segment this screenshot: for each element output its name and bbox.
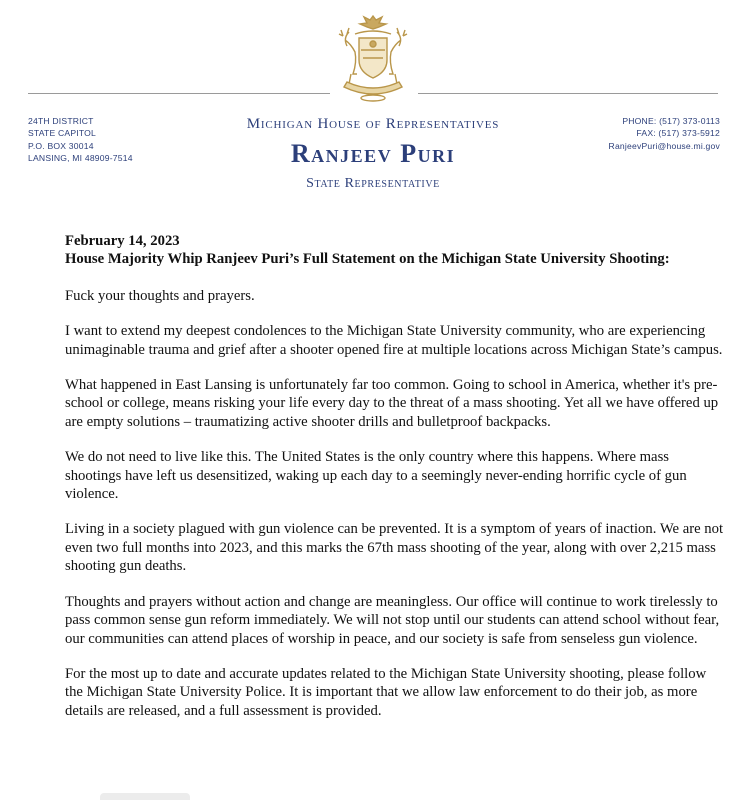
letterhead-rule-left (28, 93, 330, 94)
statement-paragraph: I want to extend my deepest condolences to the Michigan State University community, who are experiencing unimaginable trauma and grief after a shooter opened fire at multiple locations across Michigan State’s campus. (65, 323, 723, 358)
representative-name: Ranjeev Puri (290, 139, 456, 168)
scroll-handle[interactable] (100, 793, 190, 800)
statement-paragraph: Thoughts and prayers without action and change are meaningless. Our office will continue to work tirelessly to pass common sense gun reform immediately. We will not stop until our students can attend school without fear, our communities can attend places of worship in peace, and our society is safe from senseless gun violence. (65, 593, 720, 647)
michigan-state-seal-icon (333, 10, 413, 105)
statement-paragraph: Living in a society plagued with gun violence can be prevented. It is a symptom of years of inaction. We are not even two full months into 2023, and this marks the 67th mass shooting of the year, along with over 2,215 mass shooting gun deaths. (65, 521, 724, 575)
statement-body (65, 232, 727, 737)
address-line: 24TH DISTRICT (28, 116, 94, 126)
phone-line: PHONE: (517) 373-0113 (622, 116, 720, 126)
address-line: LANSING, MI 48909-7514 (28, 153, 133, 164)
statement-paragraph: For the most up to date and accurate updates related to the Michigan State University shooting, please follow the Michigan State University Police. It is important that we allow law enforcement to do their job, as more details are released, and a full assessment is provided. (65, 665, 707, 719)
address-line: STATE CAPITOL (28, 128, 97, 139)
fax-line: FAX: (517) 373-5912 (636, 128, 720, 139)
letterhead-rule-right (418, 93, 718, 94)
statement-paragraph: What happened in East Lansing is unfortunately far too common. Going to school in America, whether it's pre-school or college, means risking your life every day to the threat of a mass shooting. Yet all we have offered up are empty solutions – traumatizing active shooter drills and bulletproof backpacks. (65, 377, 719, 430)
address-line: P.O. BOX 30014 (28, 140, 94, 151)
representative-title: State Representative (306, 176, 440, 191)
chamber-name: Michigan House of Representatives (246, 116, 500, 132)
statement-paragraph: Fuck your thoughts and prayers. (65, 287, 255, 304)
statement-date: February 14, 2023 (65, 233, 180, 249)
statement-headline: House Majority Whip Ranjeev Puri’s Full Statement on the Michigan State University Shooting: (65, 251, 670, 268)
contact-info (609, 115, 720, 152)
statement-paragraph: We do not need to live like this. The United States is the only country where this happens. Where mass shootings have left us desensitized, waking up each day to a seemingly never-ending horrific cycle of gun violence. (65, 449, 687, 503)
email-line: RanjeevPuri@house.mi.gov (608, 140, 720, 151)
